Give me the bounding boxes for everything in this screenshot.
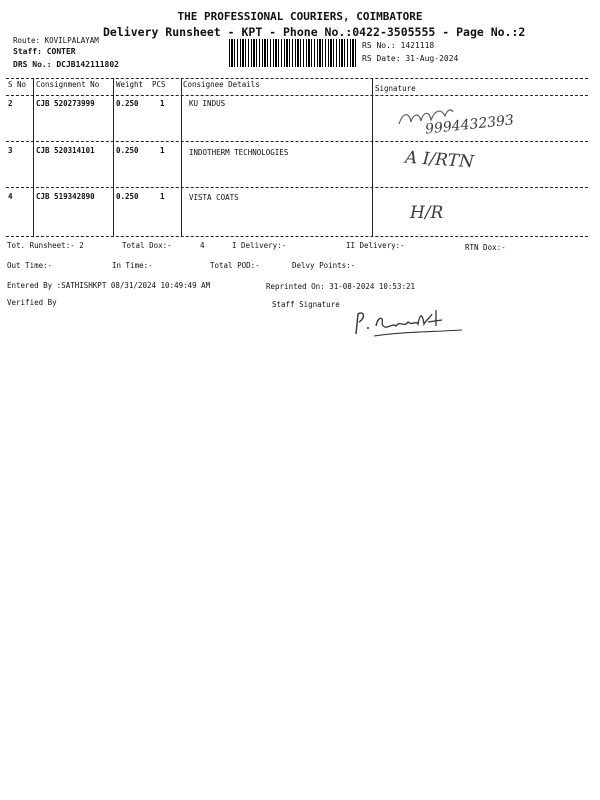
row-pcs: 1: [160, 146, 165, 155]
route-label: Route: KOVILPALAYAM: [13, 36, 99, 45]
column-rule: [181, 78, 182, 236]
row-weight: 0.250: [116, 99, 139, 108]
rs-date: RS Date: 31-Aug-2024: [362, 54, 459, 63]
reprinted-on: Reprinted On: 31-08-2024 10:53:21: [266, 282, 416, 291]
staff-signature-scribble: [350, 302, 470, 342]
barcode: [229, 39, 358, 67]
row-pcs: 1: [160, 192, 165, 201]
column-header: PCS: [152, 80, 166, 89]
row-consignment: CJB 519342890: [36, 192, 95, 201]
total-pod: Total POD:-: [210, 261, 260, 270]
entered-by: Entered By :SATHISHKPT 08/31/2024 10:49:49 AM: [7, 281, 211, 290]
out-time: Out Time:-: [7, 261, 53, 270]
table-top-rule: [6, 78, 588, 79]
column-header: Weight: [116, 80, 144, 89]
row-weight: 0.250: [116, 192, 139, 201]
column-rule: [33, 78, 34, 236]
verified-by: Verified By: [7, 298, 57, 307]
signature-handwritten: A I/RTN: [404, 147, 475, 173]
column-header: Consignment No: [36, 80, 100, 89]
in-time: In Time:-: [112, 261, 153, 270]
signature-handwritten: H/R: [410, 203, 444, 223]
header-bottom-rule: [6, 95, 588, 96]
row-sno: 3: [8, 146, 13, 155]
column-header: S No: [8, 80, 27, 89]
table-bottom-rule: [6, 236, 588, 237]
rs-number: RS No.: 1421118: [362, 41, 435, 50]
runsheet-subtitle: Delivery Runsheet - KPT - Phone No.:0422-3505555 - Page No.:2: [103, 25, 526, 39]
tot-runsheet: Tot. Runsheet:- 2: [7, 241, 84, 250]
delvy-points: Delvy Points:-: [292, 261, 356, 270]
column-rule: [372, 78, 373, 236]
company-title: THE PROFESSIONAL COURIERS, COIMBATORE: [177, 10, 423, 23]
row-divider: [6, 187, 588, 188]
row-consignee: KU INDUS: [189, 99, 226, 108]
column-header: Consignee Details: [183, 80, 260, 89]
total-dox-value: 4: [200, 241, 205, 250]
staff-label: Staff: CONTER: [13, 47, 76, 56]
staff-signature-label: Staff Signature: [272, 300, 340, 309]
column-rule: [113, 78, 114, 236]
signature-phone: 9994432393: [424, 112, 515, 138]
ii-delivery: II Delivery:-: [346, 241, 405, 250]
row-consignment: CJB 520273999: [36, 99, 95, 108]
row-pcs: 1: [160, 99, 165, 108]
total-dox-label: Total Dox:-: [122, 241, 172, 250]
rtn-dox: RTN Dox:-: [465, 243, 506, 252]
row-sno: 2: [8, 99, 13, 108]
row-consignee: VISTA COATS: [189, 193, 239, 202]
column-header: Signature: [375, 84, 416, 93]
row-sno: 4: [8, 192, 13, 201]
drs-number: DRS No.: DCJB142111802: [13, 60, 119, 69]
row-weight: 0.250: [116, 146, 139, 155]
row-consignee: INDOTHERM TECHNOLOGIES: [189, 148, 289, 157]
row-divider: [6, 141, 588, 142]
i-delivery: I Delivery:-: [232, 241, 287, 250]
row-consignment: CJB 520314101: [36, 146, 95, 155]
